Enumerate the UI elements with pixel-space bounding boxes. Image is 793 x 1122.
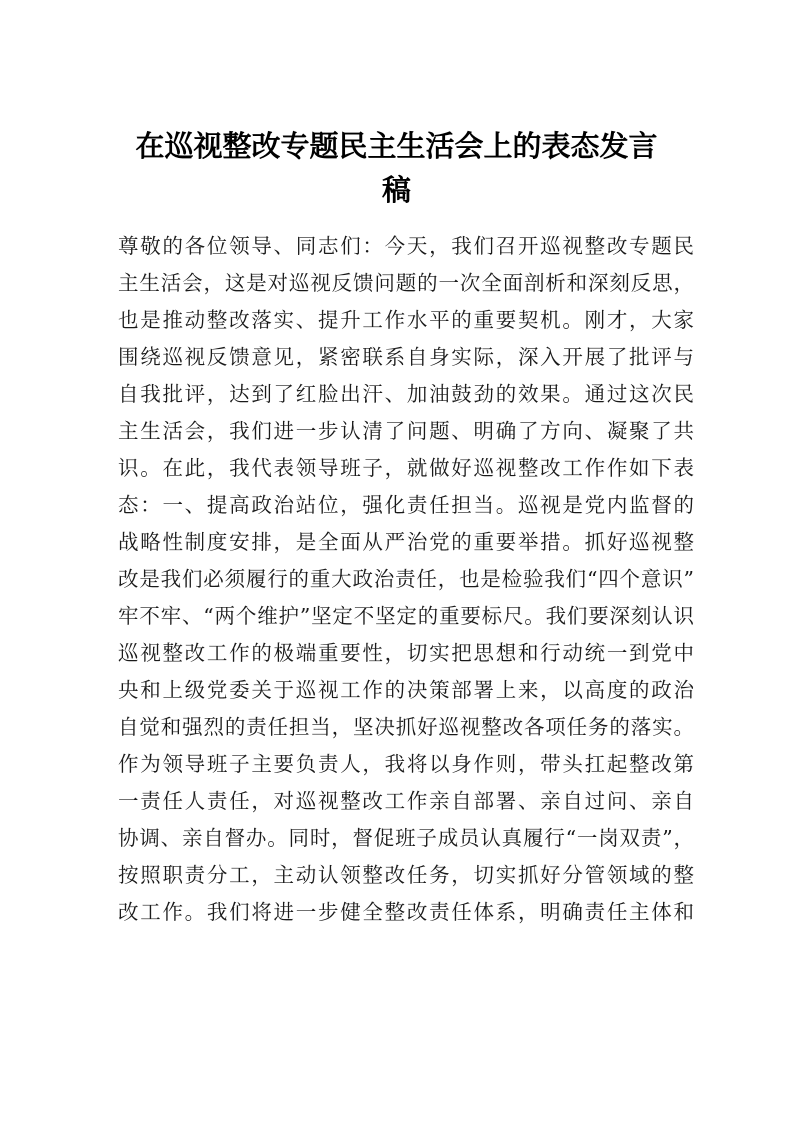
body-line: 改工作。我们将进一步健全整改责任体系，明确责任主体和	[118, 900, 694, 924]
body-line: 也是推动整改落实、提升工作水平的重要契机。刚才，大家	[118, 308, 694, 332]
title-line-2: 稿	[381, 173, 411, 207]
body-line: 主生活会，这是对巡视反馈问题的一次全面剖析和深刻反思，	[118, 271, 694, 295]
body-line: 战略性制度安排，是全面从严治党的重要举措。抓好巡视整	[118, 530, 694, 554]
body-line: 协调、亲自督办。同时，督促班子成员认真履行“一岗双责”，	[118, 826, 694, 850]
body-line: 自觉和强烈的责任担当，坚决抓好巡视整改各项任务的落实。	[118, 715, 694, 739]
body-line: 围绕巡视反馈意见，紧密联系自身实际，深入开展了批评与	[118, 345, 694, 369]
body-line: 尊敬的各位领导、同志们：今天，我们召开巡视整改专题民	[118, 234, 694, 258]
body-line: 巡视整改工作的极端重要性，切实把思想和行动统一到党中	[118, 641, 694, 665]
body-line: 改是我们必须履行的重大政治责任，也是检验我们“四个意识”	[118, 567, 694, 591]
document-title	[100, 124, 693, 212]
body-line: 牢不牢、“两个维护”坚定不坚定的重要标尺。我们要深刻认识	[118, 604, 694, 628]
body-line: 央和上级党委关于巡视工作的决策部署上来，以高度的政治	[118, 678, 694, 702]
body-line: 自我批评，达到了红脸出汗、加油鼓劲的效果。通过这次民	[118, 382, 694, 406]
body-line: 按照职责分工，主动认领整改任务，切实抓好分管领域的整	[118, 863, 694, 887]
body-line: 识。在此，我代表领导班子，就做好巡视整改工作作如下表	[118, 456, 694, 480]
body-line: 主生活会，我们进一步认清了问题、明确了方向、凝聚了共	[118, 419, 694, 443]
body-line: 一责任人责任，对巡视整改工作亲自部署、亲自过问、亲自	[118, 789, 694, 813]
document-body	[118, 228, 694, 931]
body-line: 作为领导班子主要负责人，我将以身作则，带头扛起整改第	[118, 752, 694, 776]
title-line-1: 在巡视整改专题民主生活会上的表态发言	[135, 129, 658, 163]
body-line: 态：一、提高政治站位，强化责任担当。巡视是党内监督的	[118, 493, 694, 517]
